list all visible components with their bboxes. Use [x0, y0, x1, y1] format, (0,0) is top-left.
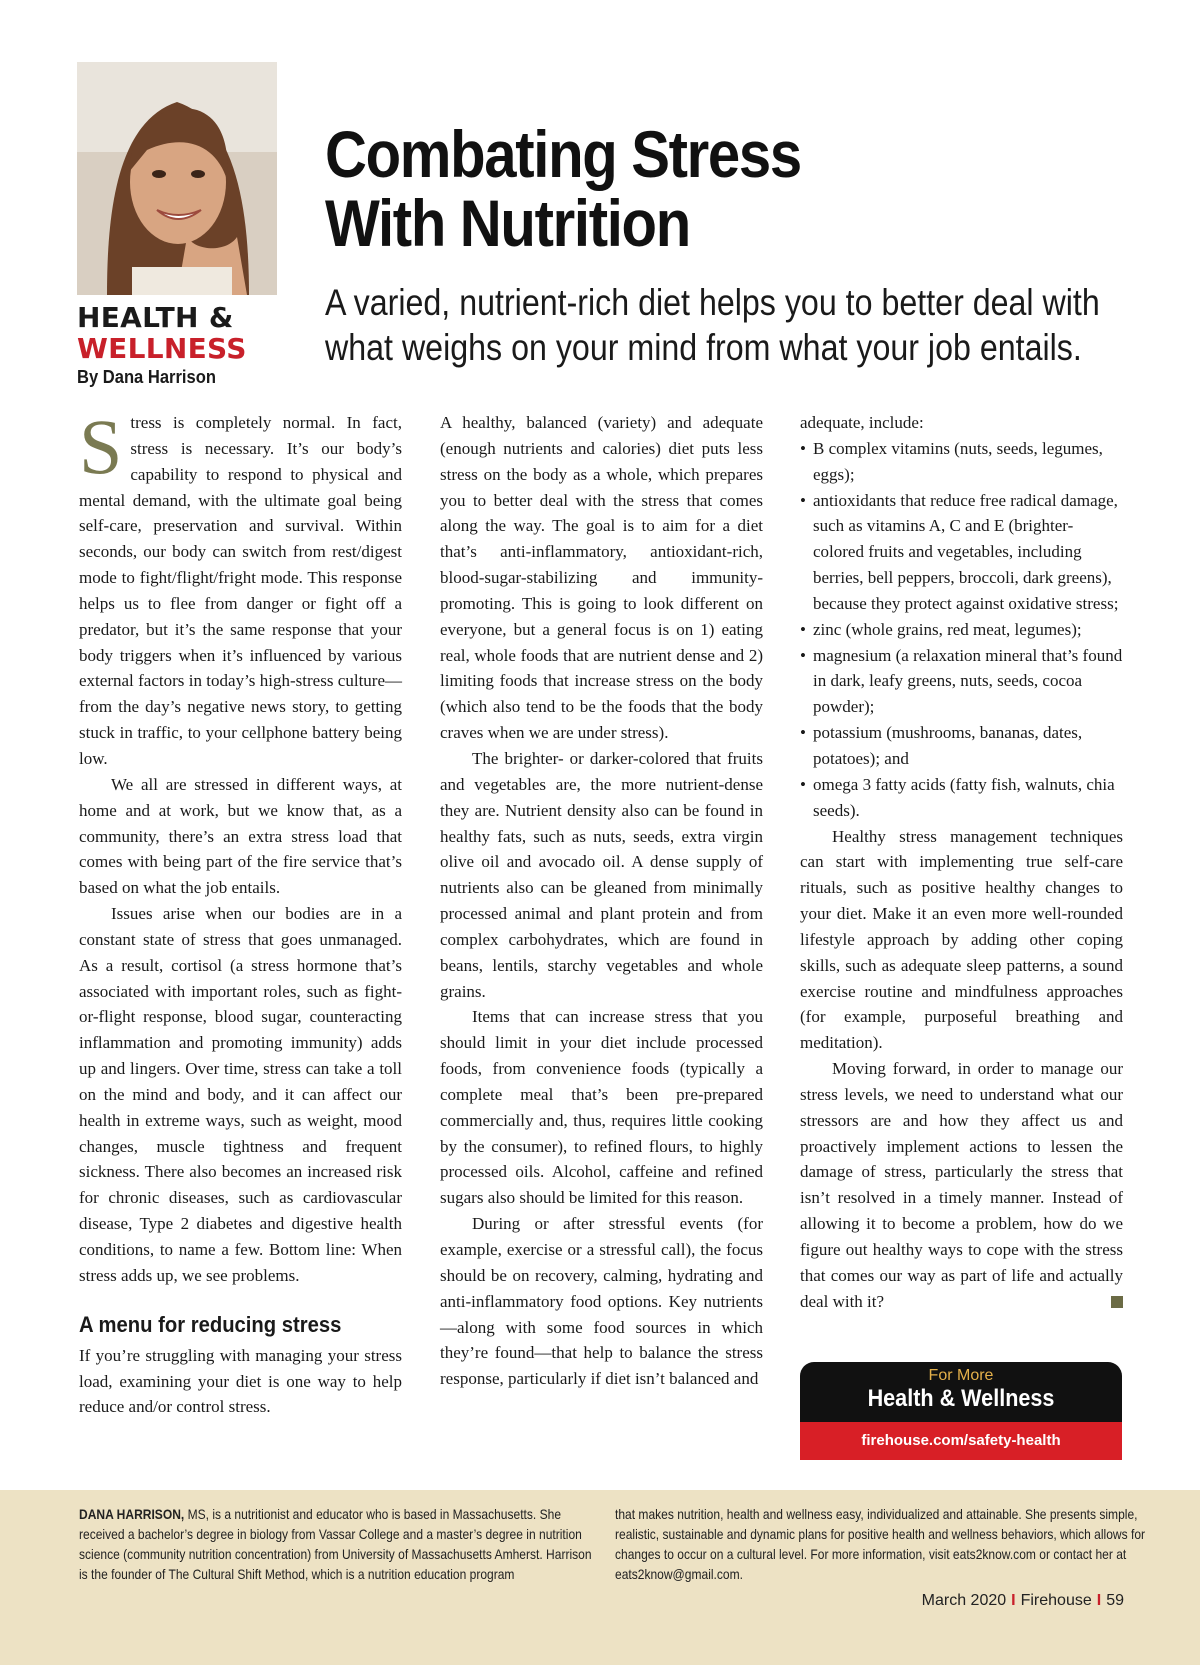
section-label-line2: WELLNESS	[77, 332, 247, 365]
paragraph-4: If you’re struggling with managing your stress load, examining your diet is one way to help reduce and/or control stress.	[79, 1345, 402, 1417]
author-photo	[77, 62, 277, 295]
promo-kicker: For More	[928, 1367, 994, 1384]
paragraph-7: Items that can increase stress that you should limit in your diet include processed foods, from convenience foods (typically a complete meal that’s been pre-prepared commercially and, thus, requires little cooking by the consumer), to refined flours, to highly processed oils. Alcohol, caffeine and refined sugars also should be limited for this reason.	[440, 1007, 763, 1208]
promo-box[interactable]	[800, 1362, 1122, 1460]
paragraph-9: adequate, include:	[800, 413, 924, 432]
bio-column-2: that makes nutrition, health and wellness easy, individualized and attainable. She presents simple, realistic, sustainable and dynamic plans for positive health and wellness behaviors, which allows for changes to occur on a cultural level. For more information, visit eats2know.com or contact her at eats2know@gmail.com.	[615, 1506, 1146, 1582]
article-column-2	[440, 410, 763, 1392]
footer-separator: I	[1096, 1592, 1102, 1609]
paragraph-6: The brighter- or darker-colored that fruits and vegetables are, the more nutrient-dense they are. Nutrient density also can be found in healthy fats, such as nuts, seeds, extra virgin olive oil and avocado oil. A dense supply of nutrients also can be gleaned from minimally processed animal and plant protein and from complex carbohydrates, which are found in beans, lentils, starchy vegetables and whole grains.	[440, 748, 763, 1001]
title-line2: With Nutrition	[325, 186, 690, 260]
article-title	[325, 117, 801, 260]
list-item: • antioxidants that reduce free radical damage, such as vitamins A, C and E (brighter-colored fruits and vegetables, including berries, bell peppers, broccoli, dark greens), because they protect against oxidative stress;	[800, 488, 1123, 617]
byline: By Dana Harrison	[77, 367, 216, 387]
bio-column-1	[79, 1504, 598, 1584]
nutrient-list	[800, 436, 1123, 824]
section-label	[77, 302, 247, 364]
list-item: • magnesium (a relaxation mineral that’s found in dark, leafy greens, nuts, seeds, cocoa powder);	[800, 643, 1123, 721]
footer-date: March 2020	[921, 1592, 1007, 1609]
paragraph-1	[79, 403, 402, 772]
paragraph-5: A healthy, balanced (variety) and adequate (enough nutrients and calories) diet puts less stress on the body as a whole, which prepares you to better deal with the stress that comes along the way. The goal is to aim for a diet that’s anti-inflammatory, antioxidant-rich, blood-sugar-stabilizing and immunity-promoting. This is going to look different on everyone, but a general focus is on 1) eating real, whole foods that are nutrient dense and 2) limiting foods that increase stress on the body (which also tend to be the foods that the body craves when we are under stress).	[440, 413, 763, 743]
paragraph-11-text: Moving forward, in order to manage our stress levels, we need to understand what our stressors are and how they affect us and proactively implement actions to lessen the damage of stress, particularly the stress that isn’t resolved in a timely manner. Instead of allowing it to become a problem, how do we figure out healthy ways to cope with the stress that comes our way as part of life and actually deal with it?	[800, 1059, 1123, 1311]
drop-cap: S	[79, 403, 123, 490]
paragraph-10: Healthy stress management techniques can start with implementing true self-care rituals, such as positive healthy changes to your diet. Make it an even more well-rounded lifestyle approach by adding other coping skills, such as adequate sleep patterns, a sound exercise routine and mindfulness approaches (for example, purposeful breathing and meditation).	[800, 826, 1123, 1053]
portrait-illustration	[77, 62, 277, 295]
paragraph-3: Issues arise when our bodies are in a constant state of stress that goes unmanaged. As a result, cortisol (a stress hormone that’s associated with important roles, such as fight-or-flight response, blood sugar, counteracting inflammation and promoting immunity) adds up and lingers. Over time, stress can take a toll on the mind and body, and it can affect our health in extreme ways, such as weight, mood changes, muscle tightness and frequent sickness. There also becomes an increased risk for chronic diseases, such as cardiovascular disease, Type 2 diabetes and digestive health conditions, to name a few. Bottom line: When stress adds up, we see problems.	[79, 904, 402, 1285]
list-item: • zinc (whole grains, red meat, legumes);	[800, 617, 1123, 643]
page-number: 59	[1106, 1592, 1124, 1609]
paragraph-11	[800, 1056, 1123, 1314]
author-bio	[0, 1490, 1200, 1665]
list-item: • omega 3 fatty acids (fatty fish, walnuts, chia seeds).	[800, 772, 1123, 824]
promo-top	[800, 1362, 1122, 1422]
subheading: A menu for reducing stress	[79, 1311, 342, 1337]
page-footer	[922, 1592, 1124, 1610]
paragraph-2: We all are stressed in different ways, at home and at work, but we know that, as a community, there’s an extra stress load that comes with being part of the fire service that’s based on what the job entails.	[79, 774, 402, 898]
list-item: • potassium (mushrooms, bananas, dates, potatoes); and	[800, 720, 1123, 772]
bio-name: DANA HARRISON,	[79, 1506, 185, 1522]
paragraph-1-text: tress is completely normal. In fact, stress is necessary. It’s our body’s capability to respond to physical and mental demand, with the ultimate goal being self-care, preservation and survival. Within seconds, our body can switch from rest/digest mode to fight/flight/fright mode. This response helps us to flee from danger or fight off a predator, but it’s the same response that your body triggers when it’s influenced by various external factors in today’s high-stress culture—from the day’s negative news story, to getting stuck in traffic, to your cellphone battery being low.	[79, 413, 402, 768]
article-column-3	[800, 410, 1123, 1315]
article-deck: A varied, nutrient-rich diet helps you to better deal with what weighs on your mind from what your job entails.	[325, 282, 1100, 368]
footer-magazine: Firehouse	[1020, 1592, 1092, 1609]
title-line1: Combating Stress	[325, 117, 801, 191]
article-column-1	[79, 403, 402, 1420]
paragraph-8: During or after stressful events (for example, exercise or a stressful call), the focus should be on recovery, calming, hydrating and anti-inflammatory food options. Key nutrients—along with some food sources in which they’re found—that help to balance the stress response, particularly if diet isn’t balanced and	[440, 1214, 763, 1389]
bio-text-1: MS, is a nutritionist and educator who is based in Massachusetts. She received a bachelor’s degree in biology from Vassar College and a master’s degree in nutrition science (community nutrition concentration) from University of Massachusetts Amherst. Harrison is the founder of The Cultural Shift Method, which is a nutrition education program	[79, 1506, 592, 1582]
footer-separator: I	[1011, 1592, 1016, 1609]
promo-heading: Health & Wellness	[867, 1385, 1055, 1412]
promo-link[interactable]: firehouse.com/safety-health	[800, 1422, 1122, 1460]
end-mark-icon	[1111, 1296, 1123, 1308]
section-label-line1: HEALTH &	[77, 301, 234, 334]
list-item: • B complex vitamins (nuts, seeds, legumes, eggs);	[800, 436, 1123, 488]
